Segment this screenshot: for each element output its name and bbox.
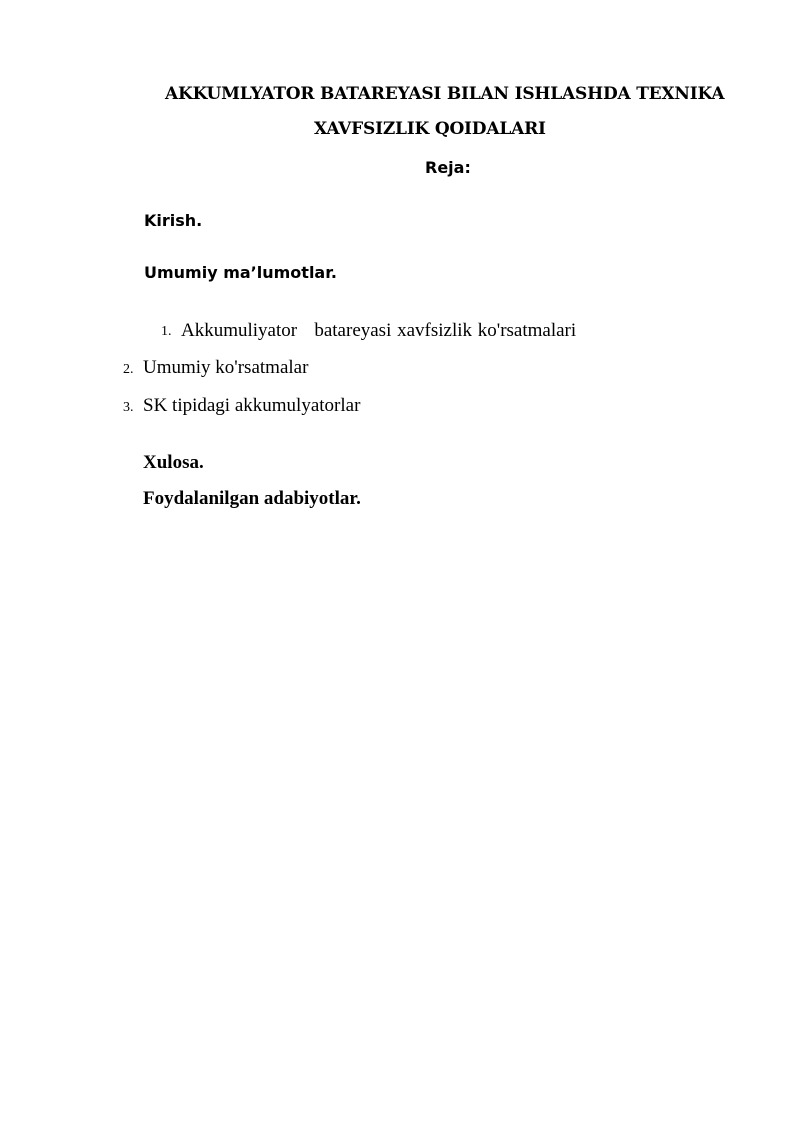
plan-heading: Reja: <box>425 158 471 177</box>
document-title-line-2: XAVFSIZLIK QOIDALARI <box>314 119 546 139</box>
list-text: Umumiy ko'rsatmalar <box>143 357 309 378</box>
general-info-item: Umumiy ma’lumotlar. <box>144 263 337 282</box>
list-text: SK tipidagi akkumulyatorlar <box>143 395 361 416</box>
list-text: Akkumuliyator batareyasi xavfsizlik ko'rsatmalari <box>181 320 577 341</box>
conclusion-item: Xulosa. <box>143 452 204 473</box>
list-number: 2. <box>123 362 134 377</box>
list-number: 3. <box>123 400 134 415</box>
references-item: Foydalanilgan adabiyotlar. <box>143 488 361 509</box>
list-number: 1. <box>161 324 172 339</box>
document-title-line-1: AKKUMLYATOR BATAREYASI BILAN ISHLASHDA TEXNIKA <box>165 84 725 104</box>
intro-item: Kirish. <box>144 211 203 230</box>
